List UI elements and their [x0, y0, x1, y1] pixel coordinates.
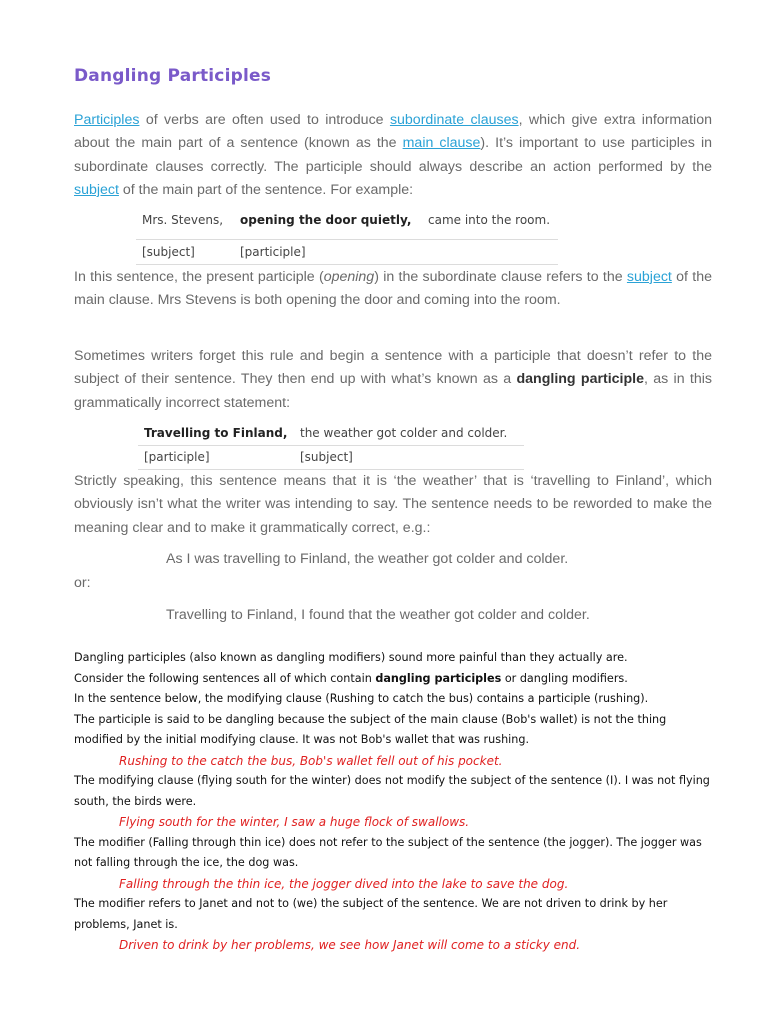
para2-text-3: of the main clause. Mrs Stevens is both opening the door and coming into the room.	[74, 269, 712, 309]
note-line: The participle is said to be dangling because the subject of the main clause (Bob's wallet) is not the thing modified by the initial modifying clause. It was not Bob's wallet that was rushing.	[74, 712, 667, 746]
example-cell: [participle]	[138, 445, 294, 469]
example-cell: [participle]	[234, 239, 422, 264]
para2-text-2: ) in the subordinate clause refers to the	[374, 269, 627, 285]
note-line: The modifier (Falling through thin ice) does not refer to the subject of the sentence (the jogger). The jogger was not falling through the ice, the dog was.	[74, 835, 702, 869]
para2-text-1: In this sentence, the present participle (	[74, 269, 324, 285]
note-bold: dangling participles	[375, 671, 502, 685]
example-row	[136, 202, 558, 239]
note-text: Consider the following sentences all of which contain	[74, 671, 376, 685]
intro-text-4: of the main part of the sentence. For example:	[118, 181, 414, 198]
example-cell: [subject]	[294, 445, 524, 469]
link-subordinate-clauses[interactable]: subordinate clauses	[389, 112, 519, 128]
example-row	[138, 445, 524, 469]
link-participles[interactable]: Participles	[74, 112, 140, 128]
example-table-1	[136, 202, 558, 265]
or-label: or:	[74, 575, 91, 591]
intro-text-3: ). It’s important to use participles in subordinate clauses correctly. The participle should always describe an action performed by the	[74, 135, 712, 175]
para3-text-2: , as in this grammatically incorrect statement:	[74, 371, 712, 411]
example-sentence-red: Rushing to the catch the bus, Bob's wallet fell out of his pocket.	[119, 753, 503, 768]
example-cell: came into the room.	[422, 202, 558, 239]
page-title: Dangling Participles	[74, 66, 272, 86]
example-cell: Mrs. Stevens,	[136, 202, 234, 239]
intro-text-2: , which give extra information about the main part of a sentence (known as the	[74, 112, 712, 152]
example-cell: Travelling to Finland,	[138, 421, 294, 445]
paragraph-present-participle	[74, 266, 712, 313]
link-subject-2[interactable]: subject	[626, 269, 672, 285]
example-cell	[422, 239, 558, 264]
para3-text-1: Sometimes writers forget this rule and begin a sentence with a participle that doesn’t refer to the subject of their sentence. They then end up with what’s known as a	[74, 348, 712, 388]
note-text: or dangling modifiers.	[501, 671, 628, 685]
note-line	[74, 669, 714, 690]
intro-paragraph	[74, 109, 712, 202]
note-line: The modifier refers to Janet and not to (we) the subject of the sentence. We are not driven to drink by her problems, Janet is.	[74, 897, 668, 931]
para2-emphasis: opening	[323, 269, 375, 285]
example-sentence-red: Driven to drink by her problems, we see how Janet will come to a sticky end.	[119, 938, 581, 952]
corrected-sentence-1: As I was travelling to Finland, the weather got colder and colder.	[166, 551, 569, 567]
corrected-sentence-2: Travelling to Finland, I found that the weather got colder and colder.	[166, 607, 590, 623]
example-cell: [subject]	[136, 239, 234, 264]
link-main-clause[interactable]: main clause	[402, 135, 481, 152]
example-table-2	[138, 421, 524, 470]
paragraph-strictly-speaking: Strictly speaking, this sentence means that it is ‘the weather’ that is ‘travelling to Finland’, which obviously isn’t what the writer was intending to say. The sentence needs to be reworded to make the meaning clear and to make it grammatically correct, e.g.:	[74, 473, 712, 536]
para3-bold: dangling participle	[516, 371, 644, 388]
notes-section	[74, 648, 714, 956]
note-line: Dangling participles (also known as dangling modifiers) sound more painful than they actually are.	[74, 651, 628, 664]
example-sentence-red: Flying south for the winter, I saw a huge flock of swallows.	[119, 815, 470, 829]
example-sentence-red: Falling through the thin ice, the jogger dived into the lake to save the dog.	[119, 876, 569, 891]
example-row	[136, 239, 558, 264]
example-row	[138, 421, 524, 445]
note-line: In the sentence below, the modifying clause (Rushing to catch the bus) contains a participle (rushing).	[74, 692, 649, 705]
paragraph-dangling-intro	[74, 345, 712, 415]
example-cell: opening the door quietly,	[234, 202, 422, 239]
link-subject[interactable]: subject	[74, 181, 119, 198]
example-cell: the weather got colder and colder.	[294, 421, 524, 445]
note-line: The modifying clause (flying south for the winter) does not modify the subject of the sentence (I). I was not flying south, the birds were.	[74, 774, 710, 808]
intro-text-1: of verbs are often used to introduce	[139, 112, 390, 128]
